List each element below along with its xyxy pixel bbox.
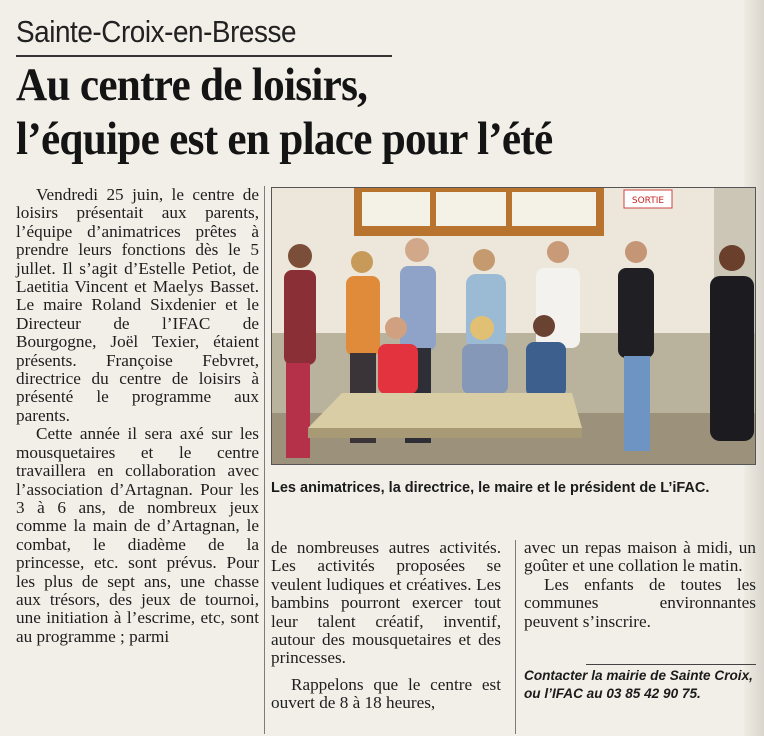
headline-line-2: l’équipe est en place pour l’été xyxy=(16,113,553,165)
paragraph-hours: Rappelons que le centre est ouvert de 8 à 18 heures, xyxy=(271,674,501,713)
kicker-underline xyxy=(16,55,392,57)
exit-sign-text: SORTIE xyxy=(631,196,665,206)
headline-line-1: Au centre de loisirs, xyxy=(16,59,368,111)
paragraph-meals: avec un repas maison à midi, un goûter et une collation le matin. xyxy=(524,538,756,576)
paragraph-activities: de nombreuses autres activités. Les activités proposées se veulent ludiques et créatives. Les bambins pourront exercer tout leur talent créatif, inventif, autour des mousquetaires et des princesses. xyxy=(271,538,501,668)
article-photo xyxy=(271,187,756,465)
column-divider xyxy=(264,186,265,734)
group-photo-illustration xyxy=(272,188,755,464)
paragraph-enrollment: Les enfants de toutes les communes environnantes peuvent s’inscrire. xyxy=(524,574,756,631)
contact-info: Contacter la mairie de Sainte Croix, ou l’IFAC au 03 85 42 90 75. xyxy=(524,668,753,701)
article-headline xyxy=(16,58,553,166)
contact-rule xyxy=(586,664,756,665)
paragraph-intro: Vendredi 25 juin, le centre de loisirs présentait aux parents, l’équipe d’animatrices prêtes à prendre leurs fonctions dès le 5 jullet. Il s’agit d’Estelle Petiot, de Laetitia Vincent et Maelys Basset. Le maire Roland Sixdenier et le Directeur de l’IFAC de Bourgogne, Joël Texier, étaient présents. Françoise Febvret, directrice du centre de loisirs à présenté le programme aux parents. xyxy=(16,185,259,425)
column-divider xyxy=(515,540,516,734)
photo-caption: Les animatrices, la directrice, le maire et le président de L’iFAC. xyxy=(271,480,710,496)
paragraph-program: Cette année il sera axé sur les mousquetaires et le centre travaillera en collaboration avec l’association d’Artagnan. Pour les 3 à 6 ans, de nombreux jeux comme la main de d’Artagnan, le combat, le diadème de la princesse, etc. sont prévus. Pour les plus de sept ans, une chasse aux trésors, des jeux de tournoi, une initiation à l’escrime, etc, sont au programme ; parmi xyxy=(16,424,259,646)
article-kicker: Sainte-Croix-en-Bresse xyxy=(16,14,297,49)
article-column-2 xyxy=(271,539,501,713)
article-column-3 xyxy=(524,539,756,631)
article-column-1 xyxy=(16,186,259,646)
